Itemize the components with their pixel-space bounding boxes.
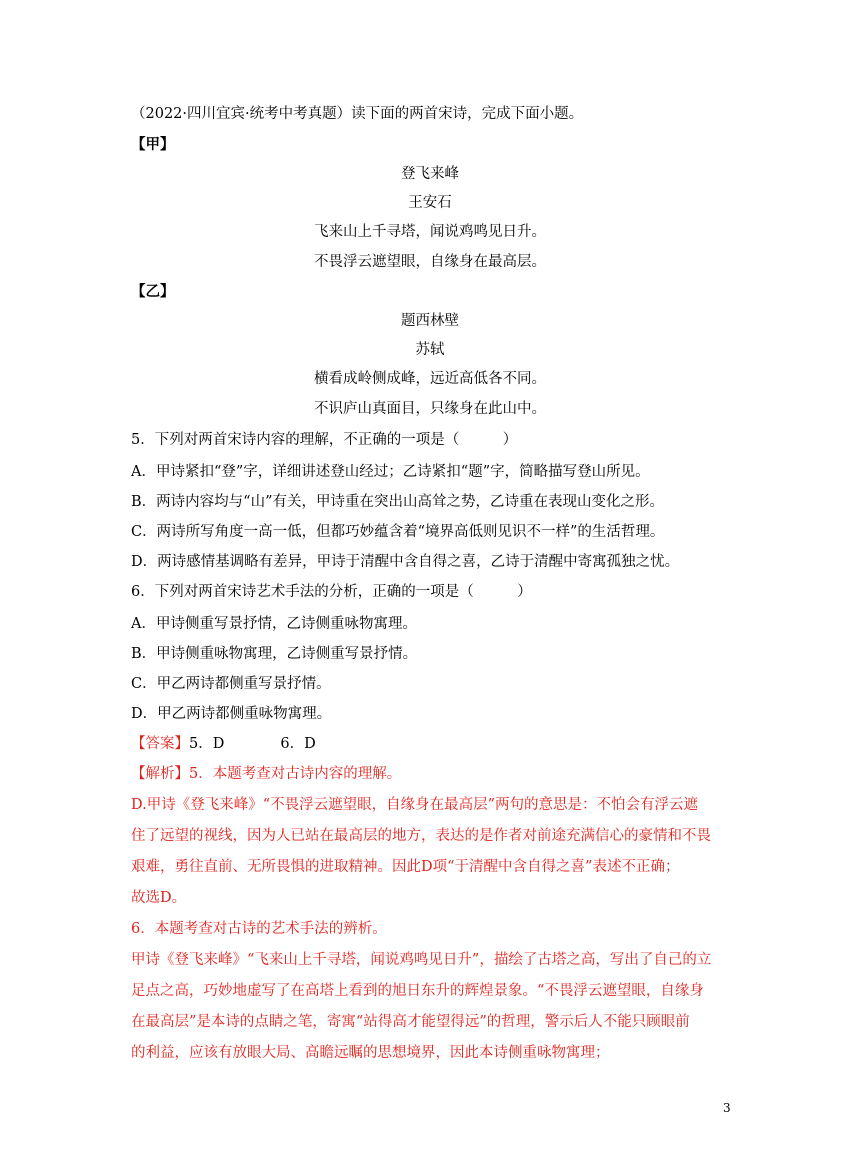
poem-a-line-1: 飞来山上千寻塔，闻说鸡鸣见日升。 — [314, 224, 546, 240]
poem-a-line-2: 不畏浮云遮望眼，自缘身在最高层。 — [314, 254, 546, 270]
analysis-p2-line-2: 足点之高，巧妙地虚写了在高塔上看到的旭日东升的辉煌景象。“不畏浮云遮望眼，自缘身 — [131, 983, 704, 999]
analysis-p1-line-2: 住了远望的视线，因为人已站在最高层的地方，表达的是作者对前途充满信心的豪情和不畏 — [131, 828, 711, 844]
q6-option-a: A．甲诗侧重写景抒情，乙诗侧重咏物寓理。 — [131, 616, 417, 632]
analysis-p1-line-3: 艰难，勇往直前、无所畏惧的进取精神。因此D项“于清醒中含自得之喜”表述不正确； — [131, 859, 680, 875]
poem-b-line-2: 不识庐山真面目，只缘身在此山中。 — [314, 401, 546, 417]
q6-option-b: B．甲诗侧重咏物寓理，乙诗侧重写景抒情。 — [131, 646, 418, 662]
poem-b-line-1: 横看成岭侧成峰，远近高低各不同。 — [314, 371, 546, 387]
q5-option-c: C．两诗所写角度一高一低，但都巧妙蕴含着“境界高低则见识不一样”的生活哲理。 — [131, 524, 665, 540]
analysis-p2-line-1: 甲诗《登飞来峰》“飞来山上千寻塔，闻说鸡鸣见日升”，描绘了古塔之高，写出了自己的立 — [131, 952, 712, 968]
analysis-p2-line-4: 的利益，应该有放眼大局、高瞻远瞩的思想境界，因此本诗侧重咏物寓理； — [131, 1045, 610, 1061]
answer-q6: 6．D — [280, 736, 316, 752]
analysis-q6-heading: 6．本题考查对古诗的艺术手法的辨析。 — [131, 921, 387, 937]
question-intro: （2022·四川宜宾·统考中考真题）读下面的两首宋诗，完成下面小题。 — [131, 106, 584, 122]
q6-option-c: C．甲乙两诗都侧重写景抒情。 — [131, 676, 331, 692]
answer-q5: 5．D — [189, 736, 225, 752]
answer-label: 【答案】 — [131, 736, 189, 752]
analysis-label: 【解析】 — [131, 766, 189, 782]
q6-stem: 6．下列对两首宋诗艺术手法的分析，正确的一项是（ ） — [131, 584, 532, 600]
answer-line — [131, 734, 316, 754]
page-number: 3 — [723, 1101, 731, 1115]
analysis-p2-line-3: 在最高层”是本诗的点睛之笔，寄寓“站得高才能望得远”的哲理，警示后人不能只顾眼前 — [131, 1014, 690, 1030]
poem-a-label: 【甲】 — [131, 136, 175, 153]
poem-b-author: 苏轼 — [415, 342, 445, 358]
poem-a-title: 登飞来峰 — [401, 166, 459, 182]
poem-b-title: 题西林壁 — [401, 313, 459, 329]
q5-option-a: A．甲诗紧扣“登”字，详细讲述登山经过；乙诗紧扣“题”字，简略描写登山所见。 — [131, 464, 650, 480]
analysis-q5-heading: 5．本题考查对古诗内容的理解。 — [189, 766, 402, 782]
poem-a-author: 王安石 — [408, 195, 452, 211]
q5-stem: 5．下列对两首宋诗内容的理解，不正确的一项是（ ） — [131, 432, 518, 448]
q5-option-b: B．两诗内容均与“山”有关，甲诗重在突出山高耸之势，乙诗重在表现山变化之形。 — [131, 494, 664, 510]
analysis-p1-line-1: D.甲诗《登飞来峰》“不畏浮云遮望眼，自缘身在最高层”两句的意思是：不怕会有浮云遮 — [131, 797, 699, 813]
analysis-p1-line-4: 故选D。 — [131, 890, 187, 906]
q6-option-d: D．甲乙两诗都侧重咏物寓理。 — [131, 706, 332, 722]
q5-option-d: D．两诗感情基调略有差异，甲诗于清醒中含自得之喜，乙诗于清醒中寄寓孤独之忧。 — [131, 554, 680, 570]
poem-b-label: 【乙】 — [131, 283, 175, 300]
analysis-line — [131, 764, 401, 784]
